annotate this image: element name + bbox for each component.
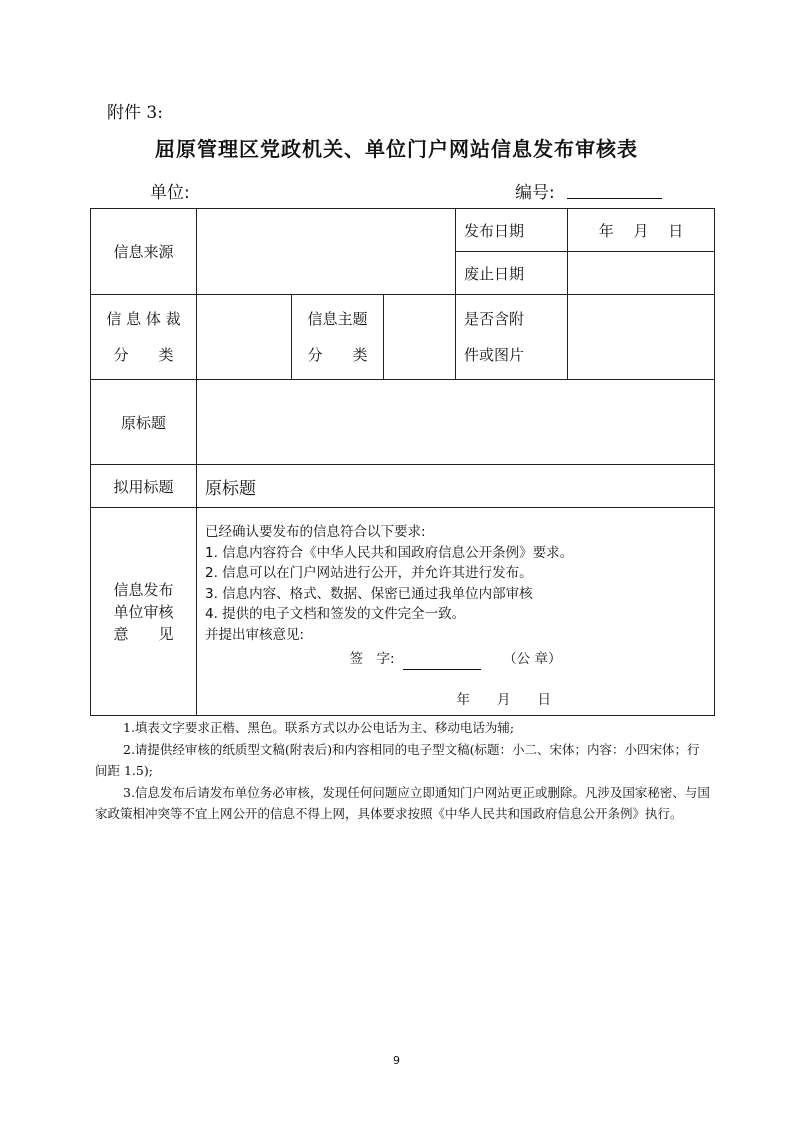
topic-label-line1: 信息主题 — [307, 310, 368, 328]
unit-label: 单位: — [150, 183, 190, 203]
review-intro: 已经确认要发布的信息符合以下要求: — [205, 524, 426, 540]
signature-field[interactable] — [403, 655, 481, 670]
sign-date[interactable]: 年 月 日 — [456, 691, 551, 708]
genre-label — [91, 295, 197, 380]
topic-field[interactable] — [384, 295, 456, 380]
original-title-label: 原标题 — [91, 380, 197, 465]
proposed-title-field[interactable]: 原标题 — [197, 465, 715, 508]
expire-date-field[interactable] — [568, 252, 715, 295]
opinion-label-line1: 信息发布 — [113, 580, 174, 599]
topic-label — [292, 295, 384, 380]
review-item: 3. 信息内容、格式、数据、保密已通过我单位内部审核 — [205, 585, 533, 602]
publish-date-field[interactable]: 年 月 日 — [568, 209, 715, 252]
seal-label: （公 章） — [503, 651, 562, 667]
sign-label: 签 字: — [349, 651, 395, 667]
genre-label-line1: 信 息 体 裁 — [106, 310, 181, 328]
serial-field[interactable] — [567, 198, 662, 199]
review-item: 2. 信息可以在门户网站进行公开，并允许其进行发布。 — [205, 565, 533, 581]
attachment-question-label — [456, 295, 568, 380]
note-item: 2.请提供经审核的纸质型文稿(附表后)和内容相同的电子型文稿(标题：小二、宋体；内容：小四宋体；行间距 1.5); — [95, 741, 700, 778]
page-number: 9 — [393, 1054, 400, 1067]
opinion-label-line2: 单位审核 — [113, 602, 174, 621]
note-item: 3.信息发布后请发布单位务必审核，发现任何问题应立即通知门户网站更正或删除。凡涉及国家秘密、与国家政策相冲突等不宜上网公开的信息不得上网，具体要求按照《中华人民共和国政府信息公开条例》执行。 — [95, 784, 710, 821]
genre-field[interactable] — [197, 295, 292, 380]
original-title-field[interactable] — [197, 380, 715, 465]
topic-label-line2: 分 类 — [307, 346, 368, 364]
genre-label-line2: 分 类 — [113, 346, 174, 364]
note-item: 1.填表文字要求正楷、黑色。联系方式以办公电话为主、移动电话为辅; — [123, 720, 515, 735]
notes-section — [95, 717, 712, 825]
publish-date-label: 发布日期 — [456, 209, 568, 252]
proposed-title-label: 拟用标题 — [91, 465, 197, 508]
review-content — [197, 508, 715, 716]
attachment-question-line1: 是否含附 — [464, 310, 525, 328]
opinion-label-line3: 意 见 — [113, 624, 174, 643]
page-title: 屈原管理区党政机关、单位门户网站信息发布审核表 — [155, 137, 638, 161]
attachment-question-line2: 件或图片 — [464, 346, 525, 364]
review-item: 1. 信息内容符合《中华人民共和国政府信息公开条例》要求。 — [205, 544, 574, 561]
signature-row — [205, 649, 706, 670]
info-source-field[interactable] — [197, 209, 456, 295]
info-source-label: 信息来源 — [91, 209, 197, 295]
attachment-label: 附件 3: — [107, 103, 163, 123]
review-item: 4. 提供的电子文档和签发的文件完全一致。 — [205, 606, 466, 622]
attachment-question-field[interactable] — [568, 295, 715, 380]
review-form-table — [90, 208, 715, 716]
expire-date-label: 废止日期 — [456, 252, 568, 295]
review-outro: 并提出审核意见: — [205, 626, 305, 643]
opinion-label — [91, 508, 197, 716]
serial-label: 编号: — [515, 183, 555, 203]
